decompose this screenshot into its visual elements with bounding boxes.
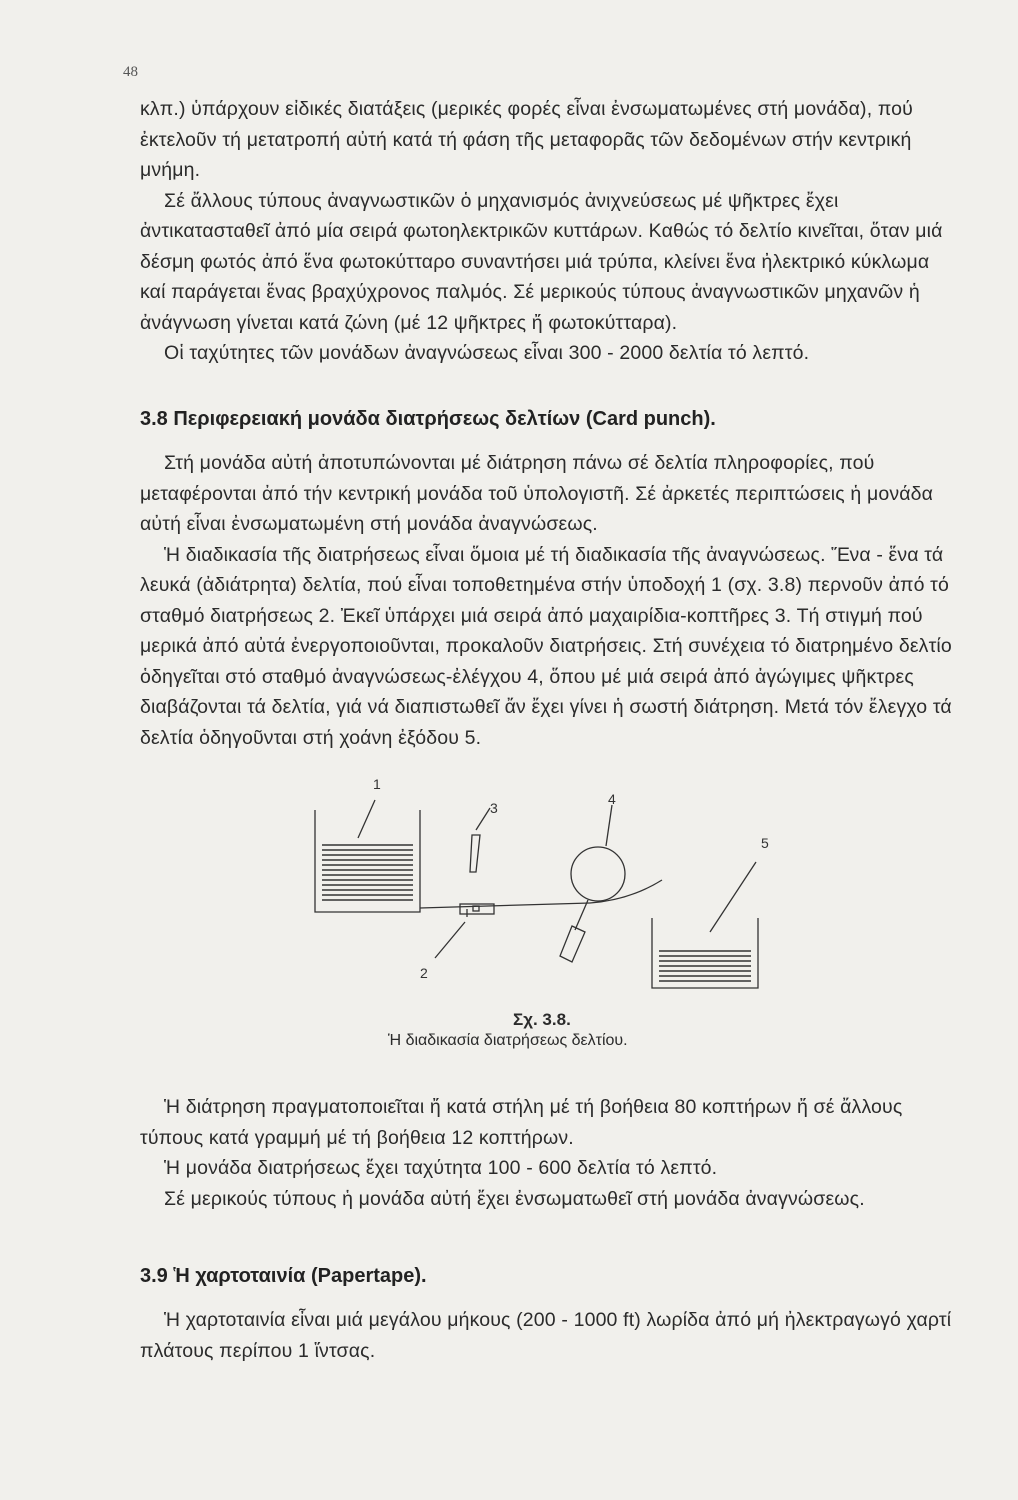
- card-path: [420, 903, 590, 908]
- figure-label-4: 4: [608, 791, 616, 807]
- paragraph: Ἡ χαρτοταινία εἶναι μιά μεγάλου μήκους (200 - 1000 ft) λωρίδα ἀπό μή ἠλεκτραγωγό χαρτί πλάτους περίπου 1 ἵντσας.: [140, 1309, 952, 1362]
- paragraph: Σέ ἄλλους τύπους ἀναγνωστικῶν ὁ μηχανισμός ἀνιχνεύσεως μέ ψῆκτρες ἔχει ἀντικατασταθεῖ ἀπό μία σειρά φωτοηλεκτρικῶν κυττάρων. Καθώς τό δελτίο κινεῖται, ὅταν μιά δέσμη φωτός ἀπό ἕνα φωτοκύτταρο συναντήσει μιά τρύπα, κλείνει ἕνα ἠλεκτρικό κύκλωμα καί παράγεται ἕνας βραχύχρονος παλμός. Σέ μερικούς τύπους ἀναγνωστικῶν μηχανῶν ἡ ἀνάγνωση γίνεται κατά ζώνη (μέ 12 ψῆκτρες ἤ φωτοκύτταρα).: [140, 189, 943, 334]
- paragraph: Ἡ διάτρηση πραγματοποιεῖται ἤ κατά στήλη μέ τή βοήθεια 80 κοπτήρων ἤ σέ ἄλλους τύπους κατά γραμμή μέ τή βοήθεια 12 κοπτήρων.: [140, 1096, 903, 1149]
- cutter-blade: [470, 835, 480, 872]
- figure-caption-label: Σχ. 3.8.: [513, 1010, 571, 1029]
- paragraph: Στή μονάδα αὐτή ἀποτυπώνονται μέ διάτρηση πάνω σέ δελτία πληροφορίες, πού μεταφέρονται ἀπό τήν κεντρική μονάδα τοῦ ὑπολογιστῆ. Σέ ἀρκετές περιπτώσεις ἡ μονάδα αὐτή εἶναι ἐνσωματωμένη στή μονάδα ἀναγνώσεως.: [140, 452, 934, 535]
- reading-station-handle: [560, 926, 585, 962]
- figure-label-3: 3: [490, 800, 498, 816]
- punch-details-text-block: [140, 1092, 960, 1214]
- paragraph: Σέ μερικούς τύπους ἡ μονάδα αὐτή ἔχει ἐνσωματωθεῖ στή μονάδα ἀναγνώσεως.: [164, 1187, 865, 1210]
- paragraph: κλπ.) ὑπάρχουν εἰδικές διατάξεις (μερικές φορές εἶναι ἐνσωματωμένες στή μονάδα), πού ἐκτελοῦν τή μετατροπή αὐτή κατά τή φάση τῆς μεταφορᾶς τῶν δεδομένων στήν κεντρική μνήμη.: [140, 98, 913, 181]
- papertape-text-block: [140, 1305, 960, 1366]
- paragraph: Οἱ ταχύτητες τῶν μονάδων ἀναγνώσεως εἶναι 300 - 2000 δελτία τό λεπτό.: [164, 342, 810, 364]
- paragraph: Ἡ μονάδα διατρήσεως ἔχει ταχύτητα 100 - 600 δελτία τό λεπτό.: [164, 1157, 718, 1179]
- paragraph: Ἡ διαδικασία τῆς διατρήσεως εἶναι ὅμοια μέ τή διαδικασία τῆς ἀναγνώσεως. Ἕνα - ἕνα τά λευκά (ἀδιάτρητα) δελτία, πού εἶναι τοποθετημένα στήν ὑποδοχή 1 (σχ. 3.8) περνοῦν ἀπό τό σταθμό διατρήσεως 2. Ἐκεῖ ὑπάρχει μιά σειρά ἀπό μαχαιρίδια-κοπτῆρες 3. Τή στιγμή πού μερικά ἀπό αὐτά ἐνεργοποιοῦνται, προκαλοῦν διατρήσεις. Στή συνέχεια τό διατρημένο δελτίο ὁδηγεῖται στό σταθμό ἀναγνώσεως-ἐλέγχου 4, ὅπου μέ μιά σειρά ἀπό ἀγώγιμες ψῆκτρες διαβάζονται τά δελτία, γιά νά διαπιστωθεῖ ἄν ἔχει γίνει ἡ σωστή διάτρηση. Μετά τόν ἔλεγχο τά δελτία ὁδηγοῦνται στή χοάνη ἐξόδου 5.: [140, 543, 952, 749]
- page-number: 48: [123, 64, 138, 80]
- leader-line-5: [710, 862, 756, 932]
- input-hopper: [315, 810, 420, 912]
- figure-caption-text: Ἡ διαδικασία διατρήσεως δελτίου.: [388, 1032, 628, 1049]
- blank-cards-stack: [322, 845, 413, 900]
- leader-line-1: [358, 800, 375, 838]
- leader-line-4: [606, 805, 612, 846]
- figure-label-2: 2: [420, 965, 428, 981]
- section-heading-3-9: 3.9 Ἡ χαρτοταινία (Papertape).: [140, 1265, 427, 1287]
- section-heading-3-8: 3.8 Περιφερειακή μονάδα διατρήσεως δελτίων (Card punch).: [140, 408, 716, 430]
- reading-station-lens: [571, 847, 625, 901]
- leader-line-3: [476, 808, 490, 830]
- card-path-exit: [590, 880, 662, 903]
- card-punch-text-block: [140, 448, 960, 753]
- figure-label-5: 5: [761, 835, 769, 851]
- output-hopper: [652, 918, 758, 988]
- intro-text-block: [140, 94, 960, 369]
- punched-cards-stack: [659, 951, 751, 981]
- figure-label-1: 1: [373, 776, 381, 792]
- leader-line-2: [435, 922, 465, 958]
